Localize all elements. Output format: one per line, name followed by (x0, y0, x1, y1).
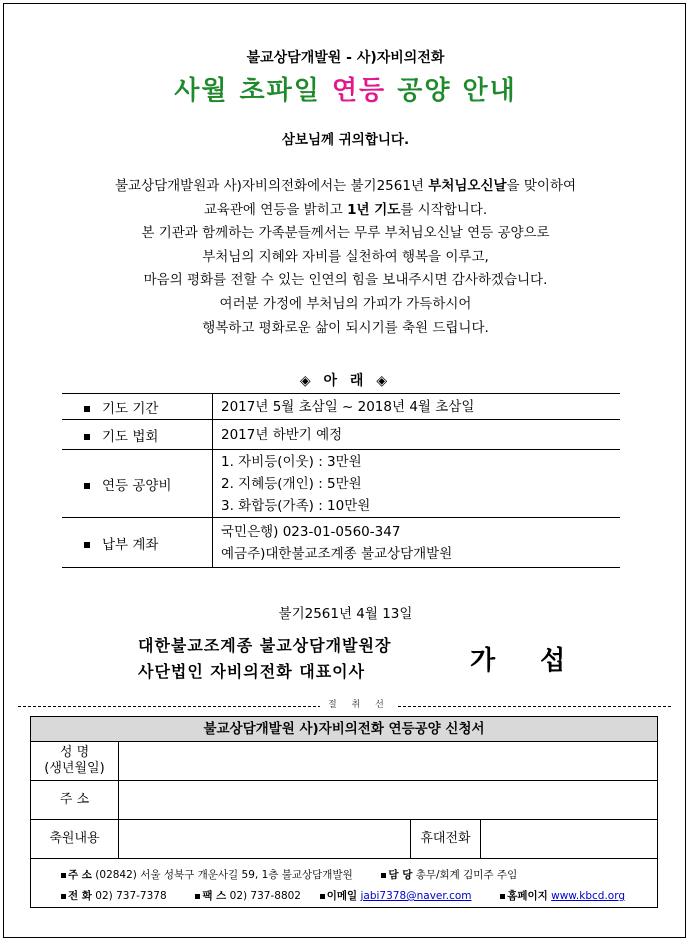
name-field[interactable] (119, 742, 657, 780)
body-line: 마음의 평화를 전할 수 있는 인연의 힘을 보내주시면 감사하겠습니다. (143, 272, 548, 289)
bullet-icon (61, 894, 66, 899)
cut-line-label: 절 취 선 (320, 697, 398, 710)
bullet-icon (84, 542, 90, 548)
address-label: 주 소 (31, 781, 119, 819)
issue-date: 불기2561년 4월 13일 (278, 606, 413, 622)
body-line: 본 기관과 함께하는 가족분들께서는 무루 부처님오신날 연등 공양으로 (141, 225, 550, 242)
table-row (62, 450, 620, 518)
bullet-icon (84, 483, 90, 489)
footer-line-2: 전 화 02) 737-7378 팩 스 02) 737-8802 이메일 jabi7378@naver.com 홈페이지 www.kbcd.org (61, 886, 657, 907)
title-part-1: 사월 초파일 (174, 76, 321, 106)
signature-name: 가 섭 (470, 646, 584, 676)
phone-field[interactable] (481, 820, 657, 858)
body-line: 교육관에 연등을 밝히고 1년 기도를 시작합니다. (203, 201, 488, 218)
row-value: 국민은행) 023-01-0560-347 예금주)대한불교조계종 불교상담개발원 (213, 518, 621, 568)
wish-label: 축원내용 (31, 820, 119, 858)
bullet-icon (500, 894, 505, 899)
body-line: 불교상담개발원과 사)자비의전화에서는 불기2561년 부처님오신날을 맞이하여 (114, 178, 577, 194)
row-value: 1. 자비등(이웃) : 3만원 2. 지혜등(개인) : 5만원 3. 화합등(가족) : 10만원 (213, 450, 621, 518)
signature-line-2: 사단법인 자비의전화 대표이사 (138, 662, 366, 681)
signature-line-1: 대한불교조계종 불교상담개발원장 (138, 636, 392, 655)
body-line: 부처님의 지혜와 자비를 실천하여 행복을 이루고, (202, 248, 489, 265)
row-label: 연등 공양비 (62, 450, 213, 518)
email-link[interactable]: jabi7378@naver.com (360, 890, 472, 902)
bullet-icon (84, 434, 90, 440)
body-paragraph (0, 175, 691, 340)
application-form (30, 716, 658, 908)
address-field[interactable] (119, 781, 657, 819)
name-label: 성 명 (생년월일) (31, 742, 119, 780)
page-title (0, 70, 691, 107)
title-part-3: 공양 안내 (397, 76, 517, 106)
form-title: 불교상담개발원 사)자비의전화 연등공양 신청서 (31, 717, 657, 742)
bullet-icon (320, 894, 325, 899)
organization-header: 불교상담개발원 - 사)자비의전화 (246, 50, 445, 66)
form-row-name (31, 742, 657, 781)
greeting: 삼보님께 귀의합니다. (281, 132, 410, 148)
row-label: 기도 법회 (62, 420, 213, 450)
bullet-icon (195, 894, 200, 899)
table-row (62, 518, 620, 568)
section-heading: ◈ 아 래 ◈ (299, 373, 392, 389)
bullet-icon (84, 406, 90, 412)
bullet-icon (381, 873, 386, 878)
homepage-link[interactable]: www.kbcd.org (551, 890, 626, 902)
row-label: 기도 기간 (62, 394, 213, 420)
row-value: 2017년 하반기 예정 (213, 420, 621, 450)
phone-label: 휴대전화 (411, 820, 481, 858)
footer-line-1: 주 소 (02842) 서울 성북구 개운사길 59, 1층 불교상담개발원 담 당 총무/회계 김미주 주임 (61, 865, 657, 886)
info-table (62, 393, 620, 568)
bullet-icon (61, 873, 66, 878)
form-footer (31, 859, 657, 907)
body-line: 행복하고 평화로운 삶이 되시기를 축원 드립니다. (202, 319, 489, 336)
body-line: 여러분 가정에 부처님의 가피가 가득하시어 (219, 295, 472, 312)
form-row-address (31, 781, 657, 820)
wish-field[interactable] (119, 820, 411, 858)
row-label: 납부 계좌 (62, 518, 213, 568)
table-row (62, 420, 620, 450)
title-part-2: 연등 (331, 76, 387, 106)
form-row-wish (31, 820, 657, 859)
table-row (62, 394, 620, 420)
row-value: 2017년 5월 초삼일 ~ 2018년 4월 초삼일 (213, 394, 621, 420)
